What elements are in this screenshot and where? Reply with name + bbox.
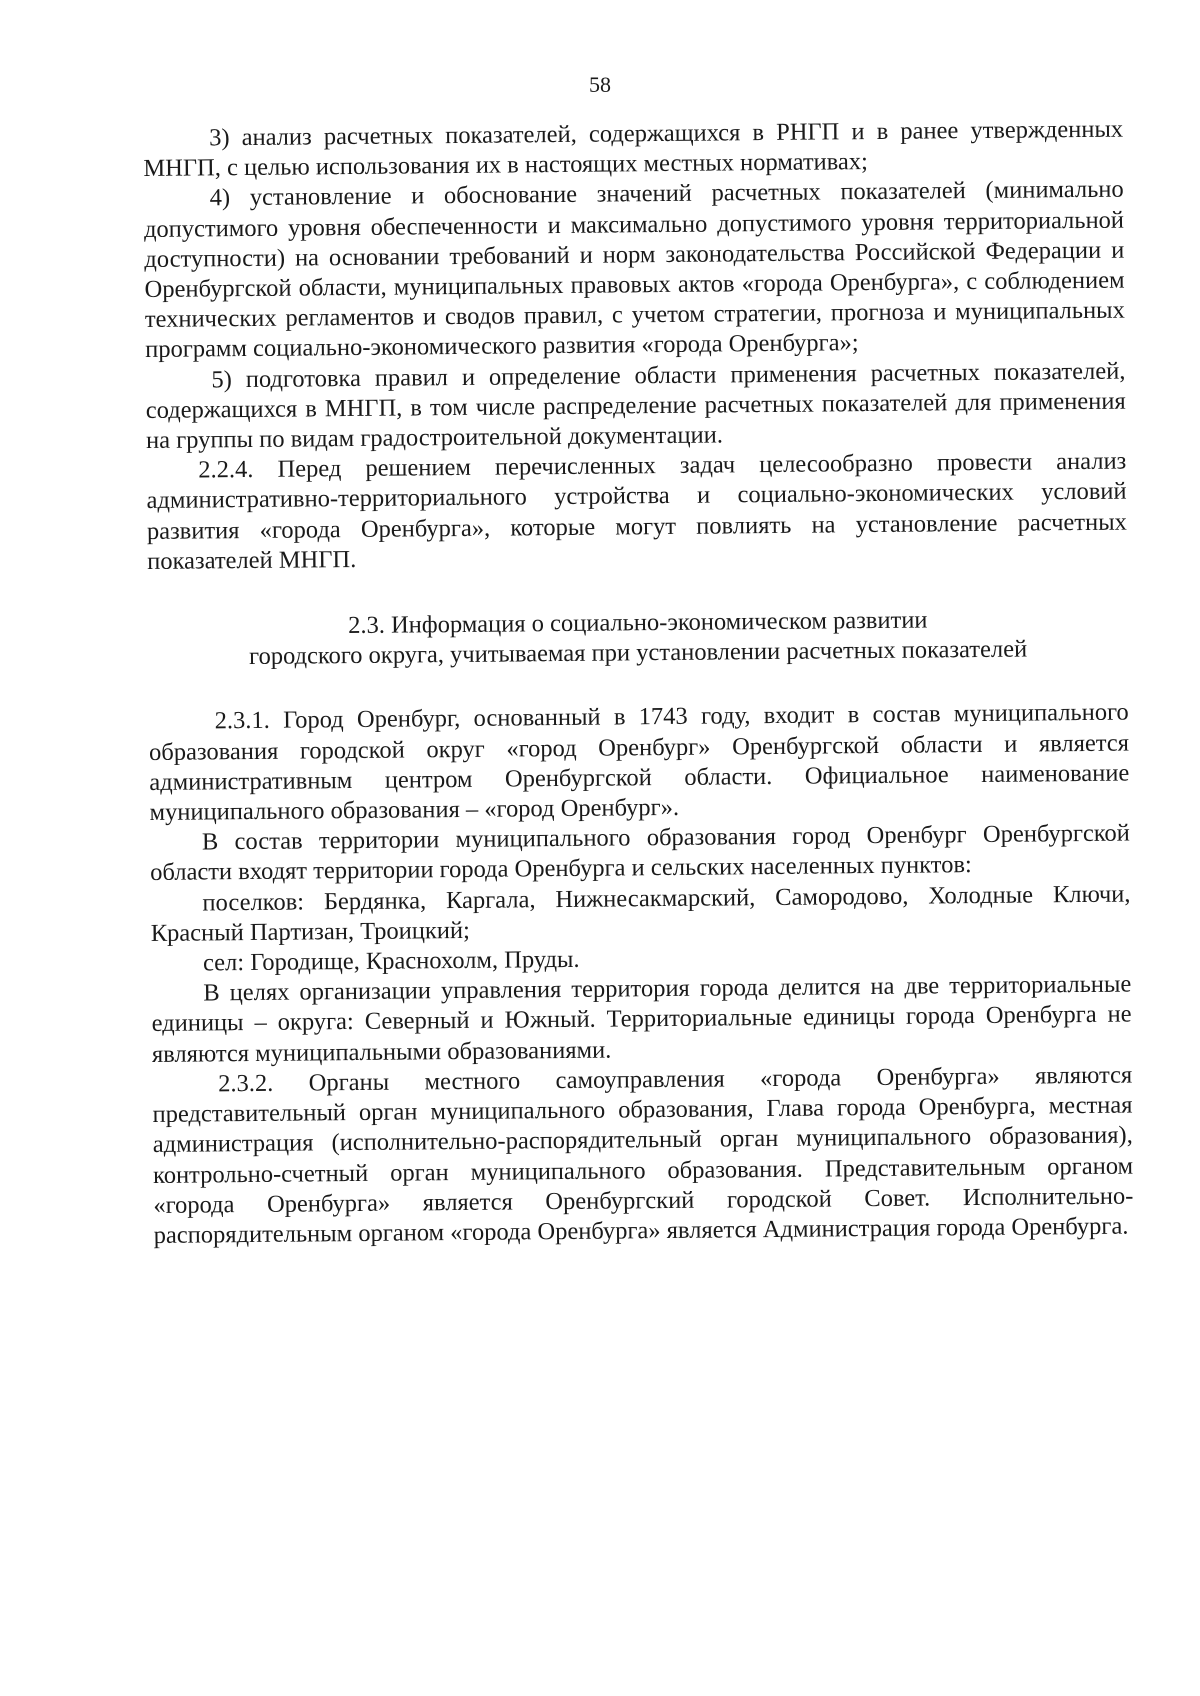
- paragraph-item-5: 5) подготовка правил и определение области применения расчетных показателей, содержащихся в МНГП, в том числе распределение расчетных показателей для применения на группы по видам градостроительной документации.: [145, 357, 1126, 455]
- paragraph-2-3-2: 2.3.2. Органы местного самоуправления «города Оренбурга» являются представительный орган муниципального образования, Глава города Оренбурга, местная администрация (исполнительно-распорядительный орган муниципального образования), контрольно-счетный орган муниципального образования. Представительным органом «города Оренбурга» является Оренбургский городской Совет. Исполнительно-распорядительным органом «города Оренбурга» является Администрация города Оренбурга.: [152, 1061, 1134, 1249]
- paragraph-2-2-4: 2.2.4. Перед решением перечисленных задач целесообразно провести анализ административно-территориального устройства и социально-экономических условий развития «города Оренбурга», которые могут повлиять на установление расчетных показателей МНГП.: [146, 447, 1127, 575]
- document-body: [143, 115, 1134, 1251]
- paragraph-villages: сел: Городище, Краснохолм, Пруды.: [202, 945, 580, 977]
- paragraph-2-3-1: 2.3.1. Город Оренбург, основанный в 1743 году, входит в состав муниципального образования городской округ «город Оренбург» Оренбургской области и является административным центром Оренбургской области. Официальное наименование муниципального образования – «город Оренбург».: [148, 699, 1130, 827]
- section-heading-line-2: городского округа, учитываемая при установлении расчетных показателей: [248, 635, 1028, 671]
- paragraph-item-4: 4) установление и обоснование значений расчетных показателей (минимально допустимого уровня обеспеченности и максимально допустимого уровня территориальной доступности) на основании требований и норм законодательства Российской Федерации и Оренбургской области, муниципальных правовых актов «города Оренбурга», с соблюдением технических регламентов и сводов правил, с учетом стратегии, прогноза и муниципальных программ социально-экономического развития «города Оренбурга»;: [143, 175, 1125, 364]
- paragraph-districts: В целях организации управления территория города делится на две территориальные единицы – округа: Северный и Южный. Территориальные единицы города Оренбурга не являются муниципальными образованиями.: [151, 970, 1132, 1068]
- paragraph-item-3: 3) анализ расчетных показателей, содержащихся в РНГП и в ранее утвержденных МНГП, с целью использования их в настоящих местных нормативах;: [143, 115, 1124, 183]
- section-heading-2-3: [148, 604, 1129, 674]
- paragraph-territory: В состав территории муниципального образования город Оренбург Оренбургской области входят территории города Оренбурга и сельских населенных пунктов:: [150, 819, 1130, 887]
- paragraph-settlements: поселков: Бердянка, Каргала, Нижнесакмарский, Самородово, Холодные Ключи, Красный Партизан, Троицкий;: [150, 880, 1131, 947]
- section-heading-line-1: 2.3. Информация о социально-экономическом развитии: [348, 606, 928, 640]
- page-number: 58: [589, 72, 611, 97]
